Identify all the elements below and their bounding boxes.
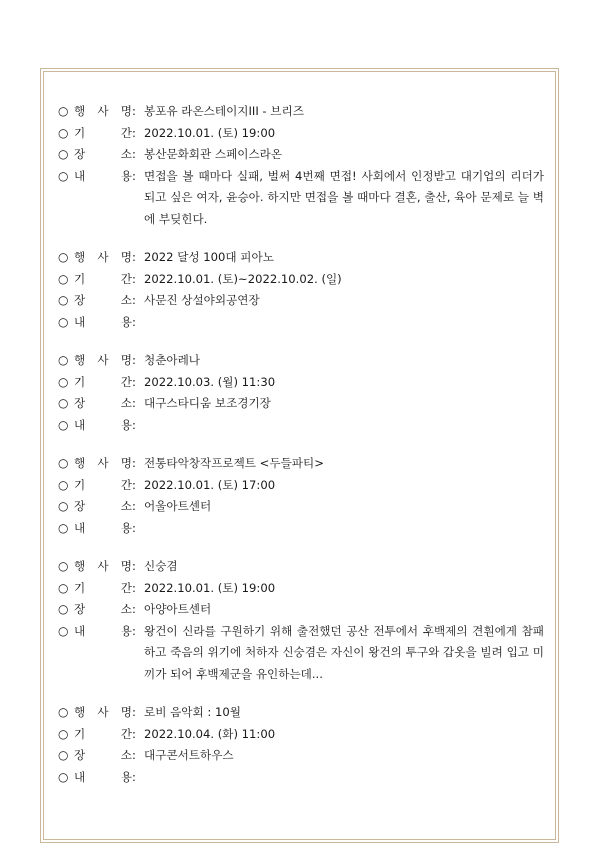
event-place: 대구콘서트하우스 <box>144 748 234 762</box>
bullet-icon: ○ <box>58 125 69 140</box>
colon: : <box>132 168 136 183</box>
event-name-row <box>58 101 544 123</box>
bullet-icon: ○ <box>58 580 69 595</box>
event-content-row <box>58 166 544 231</box>
bullet-icon: ○ <box>58 396 69 410</box>
label-event-name: 행 사 명 <box>74 104 132 118</box>
event-entry <box>58 556 544 685</box>
label-place: 장 소 <box>74 499 132 513</box>
bullet-icon: ○ <box>58 314 69 329</box>
bullet-icon: ○ <box>58 499 69 513</box>
event-entry <box>58 247 544 333</box>
event-place-row <box>58 393 544 415</box>
bullet-icon: ○ <box>58 769 69 784</box>
event-place: 봉산문화회관 스페이스라온 <box>144 147 283 161</box>
bullet-icon: ○ <box>58 520 69 535</box>
bullet-icon: ○ <box>58 748 69 762</box>
colon: : <box>132 456 136 470</box>
bullet-icon: ○ <box>58 104 69 118</box>
colon: : <box>132 499 136 513</box>
bullet-icon: ○ <box>58 456 69 470</box>
event-content-row <box>58 518 544 540</box>
event-name: 로비 음악회 : 10월 <box>144 705 241 719</box>
colon: : <box>132 104 136 118</box>
label-place: 장 소 <box>74 396 132 410</box>
event-period: 2022.10.01. (토) 19:00 <box>144 125 276 140</box>
event-entry <box>58 453 544 539</box>
colon: : <box>132 559 136 573</box>
label-period: 기 간 <box>74 580 132 595</box>
event-name: 봉포유 라온스테이지III - 브리즈 <box>144 104 304 118</box>
colon: : <box>132 520 136 535</box>
bullet-icon: ○ <box>58 623 69 638</box>
event-name: 2022 달성 100대 피아노 <box>144 250 274 264</box>
event-period-row <box>58 724 544 746</box>
event-content: 면접을 볼 때마다 실패, 벌써 4번째 면접! 사회에서 인정받고 대기업의 리더가 되고 싶은 여자, 윤승아. 하지만 면접을 볼 때마다 결혼, 출산, 육아 문제로 늘 벽에 부딪힌다. <box>144 168 544 226</box>
event-place: 사문진 상설야외공연장 <box>144 293 260 307</box>
bullet-icon: ○ <box>58 147 69 161</box>
bullet-icon: ○ <box>58 168 69 183</box>
label-content: 내 용 <box>74 417 132 432</box>
event-name: 신숭겸 <box>144 559 178 573</box>
event-period: 2022.10.03. (월) 11:30 <box>144 374 276 389</box>
label-event-name: 행 사 명 <box>74 353 132 367</box>
event-entry <box>58 350 544 436</box>
label-content: 내 용 <box>74 520 132 535</box>
bullet-icon: ○ <box>58 417 69 432</box>
bullet-icon: ○ <box>58 293 69 307</box>
label-event-name: 행 사 명 <box>74 456 132 470</box>
label-event-name: 행 사 명 <box>74 250 132 264</box>
event-name-row <box>58 453 544 475</box>
colon: : <box>132 623 136 638</box>
event-period-row <box>58 475 544 497</box>
event-place-row <box>58 745 544 767</box>
label-event-name: 행 사 명 <box>74 559 132 573</box>
label-content: 내 용 <box>74 314 132 329</box>
bullet-icon: ○ <box>58 559 69 573</box>
event-period: 2022.10.01. (토) 19:00 <box>144 580 276 595</box>
colon: : <box>132 250 136 264</box>
event-name-row <box>58 350 544 372</box>
label-period: 기 간 <box>74 374 132 389</box>
colon: : <box>132 580 136 595</box>
colon: : <box>132 396 136 410</box>
label-place: 장 소 <box>74 147 132 161</box>
event-name: 전통타악창작프로젝트 <두들파티> <box>144 456 324 470</box>
event-content-row <box>58 415 544 437</box>
event-list <box>58 101 544 805</box>
event-content-row <box>58 312 544 334</box>
bullet-icon: ○ <box>58 374 69 389</box>
colon: : <box>132 602 136 616</box>
colon: : <box>132 748 136 762</box>
event-period-row <box>58 123 544 145</box>
bullet-icon: ○ <box>58 726 69 741</box>
colon: : <box>132 147 136 161</box>
event-place-row <box>58 290 544 312</box>
label-period: 기 간 <box>74 726 132 741</box>
colon: : <box>132 374 136 389</box>
event-entry <box>58 702 544 788</box>
event-name-row <box>58 702 544 724</box>
bullet-icon: ○ <box>58 477 69 492</box>
label-place: 장 소 <box>74 293 132 307</box>
event-content-row <box>58 767 544 789</box>
bullet-icon: ○ <box>58 271 69 286</box>
bullet-icon: ○ <box>58 705 69 719</box>
colon: : <box>132 293 136 307</box>
bullet-icon: ○ <box>58 250 69 264</box>
event-period: 2022.10.01. (토) 17:00 <box>144 477 276 492</box>
colon: : <box>132 705 136 719</box>
colon: : <box>132 477 136 492</box>
event-period: 2022.10.04. (화) 11:00 <box>144 726 276 741</box>
event-place: 어울아트센터 <box>144 499 212 513</box>
label-content: 내 용 <box>74 769 132 784</box>
colon: : <box>132 726 136 741</box>
label-period: 기 간 <box>74 125 132 140</box>
event-place: 대구스타디움 보조경기장 <box>144 396 271 410</box>
colon: : <box>132 353 136 367</box>
colon: : <box>132 769 136 784</box>
colon: : <box>132 314 136 329</box>
label-content: 내 용 <box>74 168 132 183</box>
label-period: 기 간 <box>74 271 132 286</box>
label-event-name: 행 사 명 <box>74 705 132 719</box>
event-name-row <box>58 247 544 269</box>
event-period-row <box>58 578 544 600</box>
event-period-row <box>58 372 544 394</box>
event-period-row <box>58 269 544 291</box>
event-place: 아양아트센터 <box>144 602 212 616</box>
event-period: 2022.10.01. (토)~2022.10.02. (일) <box>144 271 342 286</box>
event-place-row <box>58 599 544 621</box>
bullet-icon: ○ <box>58 602 69 616</box>
bullet-icon: ○ <box>58 353 69 367</box>
colon: : <box>132 125 136 140</box>
label-period: 기 간 <box>74 477 132 492</box>
event-content: 왕건이 신라를 구원하기 위해 출전했던 공산 전투에서 후백제의 견훤에게 참패하고 죽음의 위기에 처하자 신숭겸은 자신이 왕건의 투구와 갑옷을 빌려 입고 미끼가 되어 후백제군을 유인하는데... <box>144 623 544 681</box>
label-place: 장 소 <box>74 748 132 762</box>
label-content: 내 용 <box>74 623 132 638</box>
event-name: 청춘아레나 <box>144 353 200 367</box>
colon: : <box>132 271 136 286</box>
event-place-row <box>58 144 544 166</box>
event-place-row <box>58 496 544 518</box>
colon: : <box>132 417 136 432</box>
event-name-row <box>58 556 544 578</box>
event-content-row <box>58 621 544 686</box>
label-place: 장 소 <box>74 602 132 616</box>
event-entry <box>58 101 544 230</box>
